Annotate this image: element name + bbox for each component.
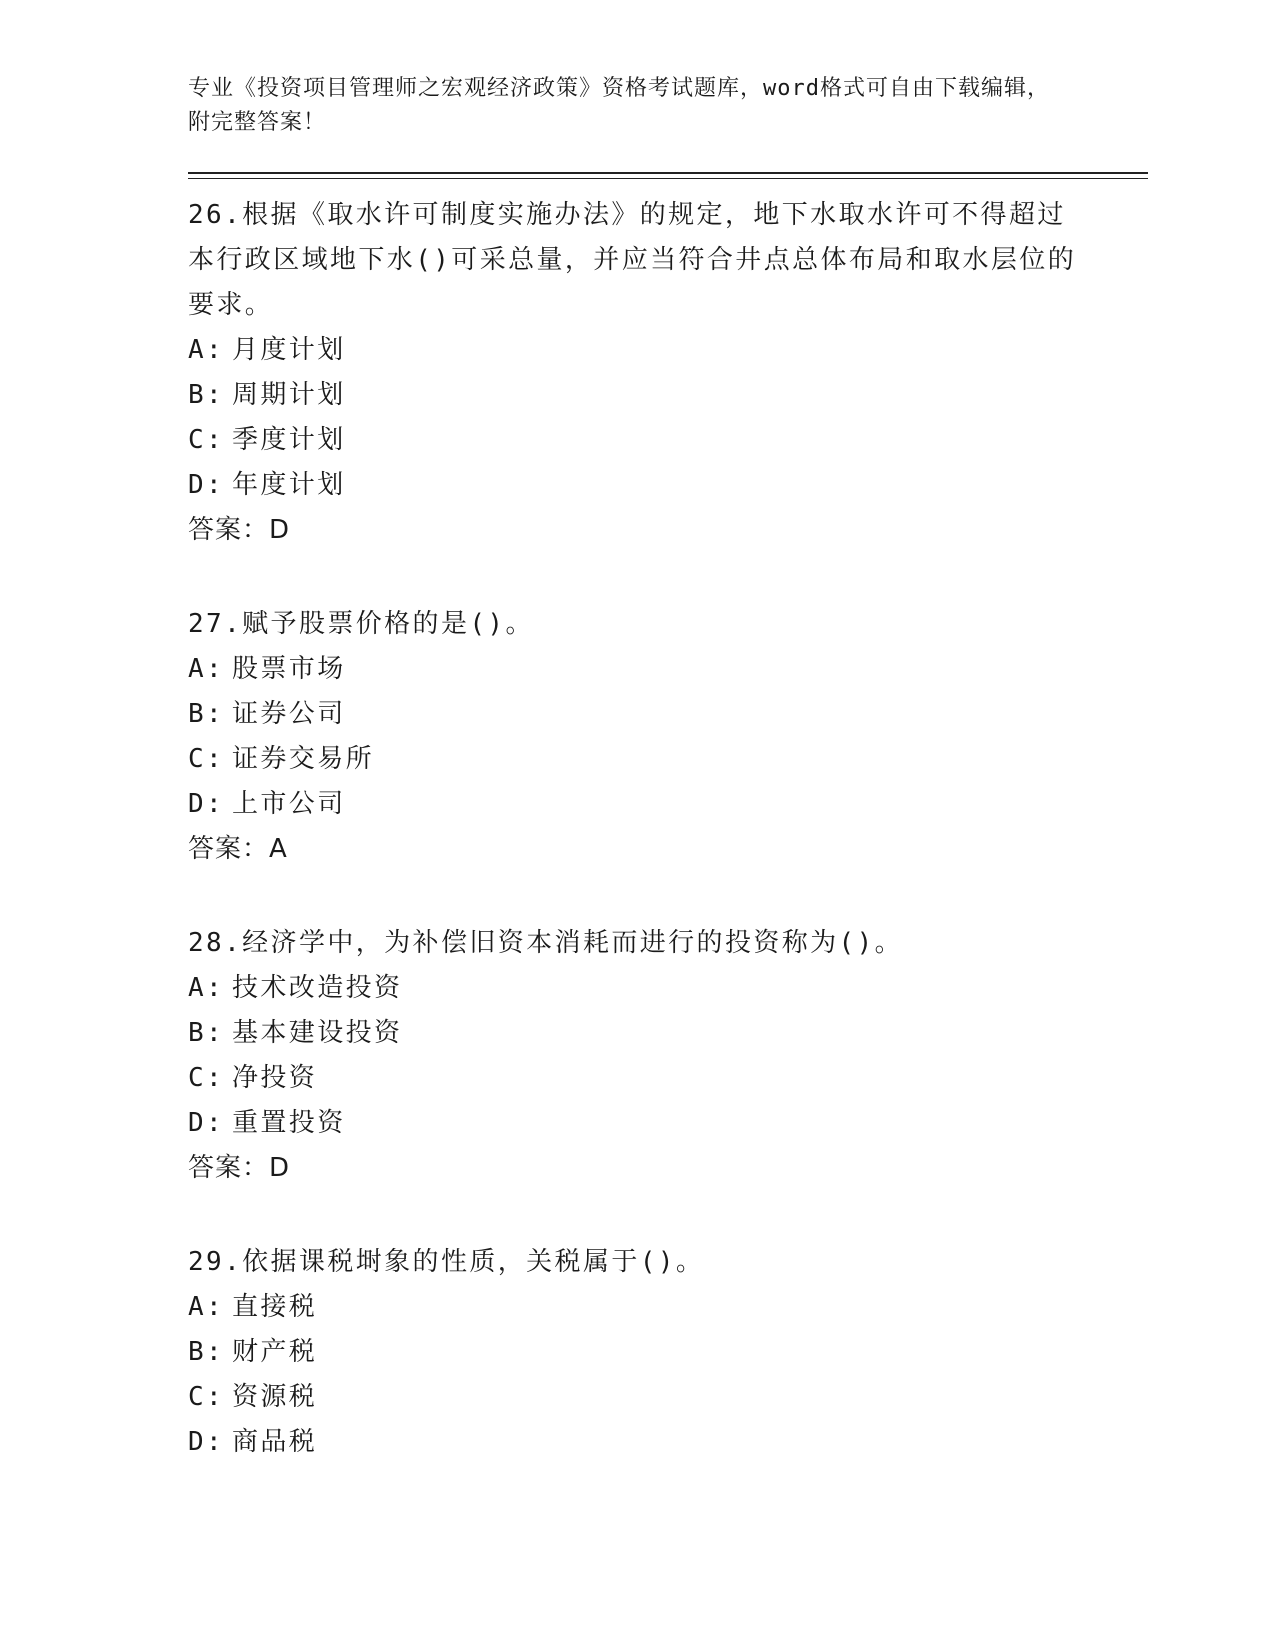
option-label: C:: [188, 425, 225, 455]
document-page: [188, 72, 1148, 1514]
option-text: 证券交易所: [232, 744, 375, 774]
option-text: 证券公司: [232, 699, 346, 729]
option-a: [188, 966, 1148, 1011]
option-b: [188, 1330, 1148, 1375]
option-text: 资源税: [232, 1382, 318, 1412]
option-d: [188, 463, 1148, 508]
option-text: 财产税: [232, 1337, 318, 1367]
option-b: [188, 1011, 1148, 1056]
option-text: 季度计划: [232, 425, 346, 455]
option-text: 上市公司: [232, 789, 346, 819]
option-a: [188, 647, 1148, 692]
option-d: [188, 1420, 1148, 1465]
document-header: 专业《投资项目管理师之宏观经济政策》资格考试题库，word格式可自由下载编辑，附完整答案！: [188, 76, 1050, 135]
question-stem: 29.依据课税埘象的性质，关税属于()。: [188, 1247, 705, 1277]
option-a: [188, 1285, 1148, 1330]
option-text: 周期计划: [232, 380, 346, 410]
question-stem: 28.经济学中，为补偿旧资本消耗而进行的投资称为()。: [188, 928, 904, 958]
option-d: [188, 1101, 1148, 1146]
option-label: A:: [188, 335, 225, 365]
option-c: [188, 418, 1148, 463]
answer-line: 答案：D: [188, 515, 291, 545]
option-c: [188, 737, 1148, 782]
option-text: 直接税: [232, 1292, 318, 1322]
option-label: C:: [188, 1063, 225, 1093]
option-text: 净投资: [232, 1063, 318, 1093]
option-b: [188, 692, 1148, 737]
option-b: [188, 373, 1148, 418]
option-text: 基本建设投资: [232, 1018, 403, 1048]
option-label: D:: [188, 789, 225, 819]
option-label: A:: [188, 654, 225, 684]
header-divider: [188, 172, 1148, 179]
option-label: A:: [188, 973, 225, 1003]
option-text: 年度计划: [232, 470, 346, 500]
option-text: 技术改造投资: [232, 973, 403, 1003]
option-label: B:: [188, 699, 225, 729]
question-28: [188, 921, 1148, 1191]
option-text: 重置投资: [232, 1108, 346, 1138]
answer-line: 答案：D: [188, 1153, 291, 1183]
option-text: 月度计划: [232, 335, 346, 365]
option-d: [188, 782, 1148, 827]
option-label: B:: [188, 1018, 225, 1048]
option-c: [188, 1056, 1148, 1101]
option-label: C:: [188, 744, 225, 774]
option-label: C:: [188, 1382, 225, 1412]
option-text: 商品税: [232, 1427, 318, 1457]
option-c: [188, 1375, 1148, 1420]
question-29: [188, 1240, 1148, 1465]
option-label: B:: [188, 1337, 225, 1367]
option-label: B:: [188, 380, 225, 410]
question-27: [188, 602, 1148, 872]
question-26: [188, 193, 1148, 553]
option-label: A:: [188, 1292, 225, 1322]
question-list: [188, 193, 1148, 1465]
option-label: D:: [188, 1427, 225, 1457]
option-label: D:: [188, 470, 225, 500]
option-label: D:: [188, 1108, 225, 1138]
option-text: 股票市场: [232, 654, 346, 684]
question-stem: 27.赋予股票价格的是()。: [188, 609, 534, 639]
answer-line: 答案：A: [188, 834, 288, 864]
question-stem: 26.根据《取水许可制度实施办法》的规定，地下水取水许可不得超过本行政区域地下水()可采总量，并应当符合井点总体布局和取水层位的要求。: [188, 200, 1077, 320]
option-a: [188, 328, 1148, 373]
